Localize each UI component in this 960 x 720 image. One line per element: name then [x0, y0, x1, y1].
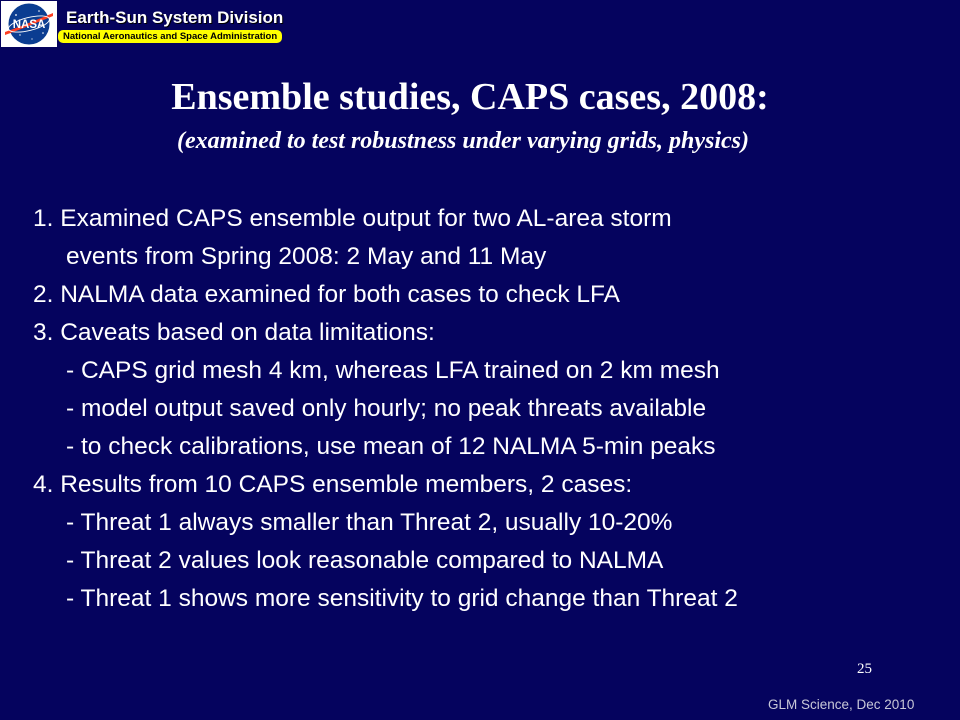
list-item: - model output saved only hourly; no peak threats available	[66, 395, 707, 422]
nasa-meatball-icon	[2, 2, 56, 46]
list-item: 1. Examined CAPS ensemble output for two AL-area storm	[33, 205, 672, 232]
list-item: 2. NALMA data examined for both cases to check LFA	[33, 281, 620, 308]
slide-title: Ensemble studies, CAPS cases, 2008:	[171, 76, 769, 118]
footer-text: GLM Science, Dec 2010	[768, 697, 915, 712]
list-item: events from Spring 2008: 2 May and 11 May	[66, 243, 547, 270]
body-list	[33, 200, 738, 618]
slide-subtitle: (examined to test robustness under varying grids, physics)	[176, 128, 750, 154]
list-item: - to check calibrations, use mean of 12 NALMA 5-min peaks	[66, 433, 716, 460]
list-item: 3. Caveats based on data limitations:	[33, 319, 435, 346]
logo-wordmark: NASA	[12, 19, 46, 31]
list-item: - CAPS grid mesh 4 km, whereas LFA trained on 2 km mesh	[66, 357, 720, 384]
agency-banner: National Aeronautics and Space Administration	[58, 30, 282, 43]
nasa-logo	[1, 1, 57, 47]
list-item: - Threat 1 shows more sensitivity to grid change than Threat 2	[66, 585, 738, 612]
list-item: - Threat 2 values look reasonable compared to NALMA	[66, 547, 664, 574]
division-name: Earth-Sun System Division	[66, 8, 284, 27]
list-item: - Threat 1 always smaller than Threat 2, usually 10-20%	[66, 509, 673, 536]
page-number: 25	[857, 661, 872, 677]
list-item: 4. Results from 10 CAPS ensemble members, 2 cases:	[33, 471, 633, 498]
